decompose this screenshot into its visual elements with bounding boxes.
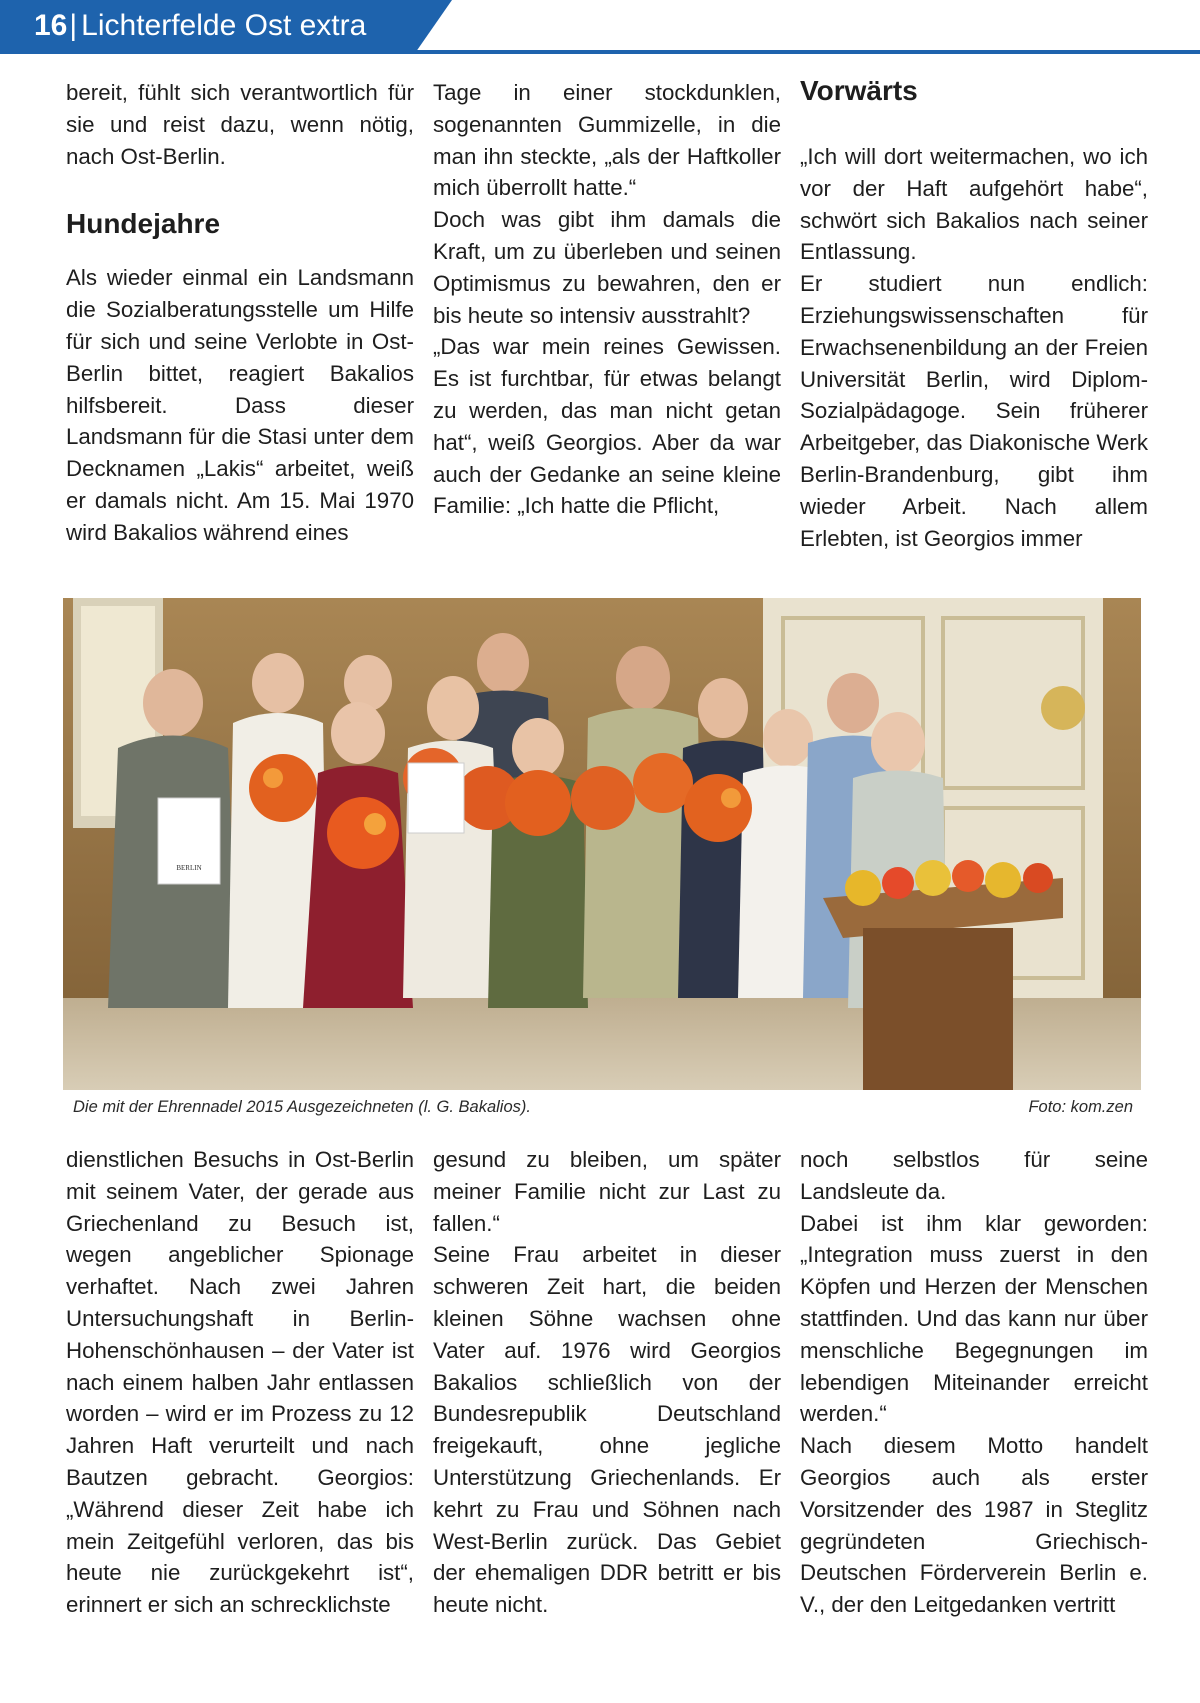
heading-vorwaerts: Vorwärts	[800, 75, 918, 106]
photo-caption-row	[63, 1096, 1141, 1122]
col6-paragraph-2: Dabei ist ihm klar geworden: „Integration muss zuerst in den Köpfen und Herzen der Menschen stattfinden. Und das kann nur über menschliche Begegnungen im lebendigen Miteinander erreicht werden.“	[800, 1210, 1148, 1427]
page-header	[0, 0, 1200, 56]
header-separator: |	[69, 9, 78, 42]
section-title: Lichterfelde Ost extra	[81, 9, 367, 42]
col4-paragraph-1: dienstlichen Besuchs in Ost-Berlin mit seinem Vater, der gerade aus Griechenland zu Besuch ist, wegen angeblicher Spionage verhaftet. Nach zwei Jahren Untersuchungshaft in Berlin-Hohenschönhausen – der Vater ist nach einem halben Jahr entlassen worden – wird er im Prozess zu 12 Jahren Haft verurteilt und nach Bautzen gebracht. Georgios: „Während dieser Zeit habe ich mein Zeitgefühl verloren, das bis heute nie zurückgekehrt ist“, erinnert er sich an schrecklichste	[66, 1147, 414, 1618]
col5-paragraph-2: Seine Frau arbeitet in dieser schweren Zeit hart, die beiden kleinen Söhne wachsen ohne Vater auf. 1976 wird Georgios Bakalios schließlich von der Bundesrepublik Deutschland freigekauft, ohne jegliche Unterstützung Griechenlands. Er kehrt zu Frau und Söhnen nach West-Berlin zurück. Das Gebiet der ehemaligen DDR betritt er bis heute nicht.	[433, 1242, 781, 1618]
column-4	[66, 1144, 414, 1621]
col2-paragraph-1: Tage in einer stockdunklen, sogenannten Gummizelle, in die man ihn steckte, „als der Haftkoller mich überrollt hatte.“	[433, 80, 781, 201]
group-photo	[63, 598, 1141, 1090]
photo-caption: Die mit der Ehrennadel 2015 Ausgezeichneten (l. G. Bakalios).	[73, 1098, 531, 1116]
col1-body: Als wieder einmal ein Landsmann die Sozialberatungsstelle um Hilfe für sich und seine Verlobte in Ost-Berlin bittet, reagiert Bakalios hilfsbereit. Dass dieser Landsmann für die Stasi unter dem Decknamen „Lakis“ arbeitet, weiß er damals nicht. Am 15. Mai 1970 wird Bakalios während eines	[66, 265, 414, 545]
col2-paragraph-3: „Das war mein reines Gewissen. Es ist furchtbar, für etwas belangt zu werden, das man nicht getan hat“, weiß Georgios. Aber da war auch der Gedanke an seine kleine Familie: „Ich hatte die Pflicht,	[433, 334, 781, 519]
lectern	[863, 928, 1013, 1090]
header-rule	[0, 50, 1200, 54]
column-1	[66, 77, 414, 549]
col3-paragraph-2: Er studiert nun endlich: Erziehungswissenschaften für Erwachsenenbildung an der Freien Universität Berlin, wird Diplom-Sozialpädagoge. Sein früherer Arbeitgeber, das Diakonische Werk Berlin-Brandenburg, gibt ihm wieder Arbeit. Nach allem Erlebten, ist Georgios immer	[800, 271, 1148, 551]
col2-paragraph-2: Doch was gibt ihm damals die Kraft, um zu überleben und seinen Optimismus zu bewahren, den er bis heute so intensiv ausstrahlt?	[433, 207, 781, 328]
photo-credit: Foto: kom.zen	[1028, 1098, 1133, 1116]
certificate-2	[408, 763, 464, 833]
column-3	[800, 77, 1148, 554]
col3-paragraph-1: „Ich will dort weitermachen, wo ich vor der Haft aufgehört habe“, schwört sich Bakalios nach seiner Entlassung.	[800, 144, 1148, 265]
col6-paragraph-1: noch selbstlos für seine Landsleute da.	[800, 1147, 1148, 1204]
col1-intro: bereit, fühlt sich verantwortlich für sie und reist dazu, wenn nötig, nach Ost-Berlin.	[66, 80, 414, 169]
column-2	[433, 77, 781, 522]
heading-hundejahre: Hundejahre	[66, 208, 221, 240]
page-number: 16	[34, 9, 68, 42]
column-6	[800, 1144, 1148, 1621]
group-photo-illustration	[63, 598, 1141, 1090]
certificate-label: BERLIN	[176, 864, 202, 872]
column-5	[433, 1144, 781, 1621]
col6-paragraph-3: Nach diesem Motto handelt Georgios auch als erster Vorsitzender des 1987 in Steglitz gegründeten Griechisch-Deutschen Förderverein Berlin e. V., der den Leitgedanken vertritt	[800, 1433, 1148, 1618]
col5-paragraph-1: gesund zu bleiben, um später meiner Familie nicht zur Last zu fallen.“	[433, 1147, 781, 1236]
header-title	[34, 8, 366, 44]
